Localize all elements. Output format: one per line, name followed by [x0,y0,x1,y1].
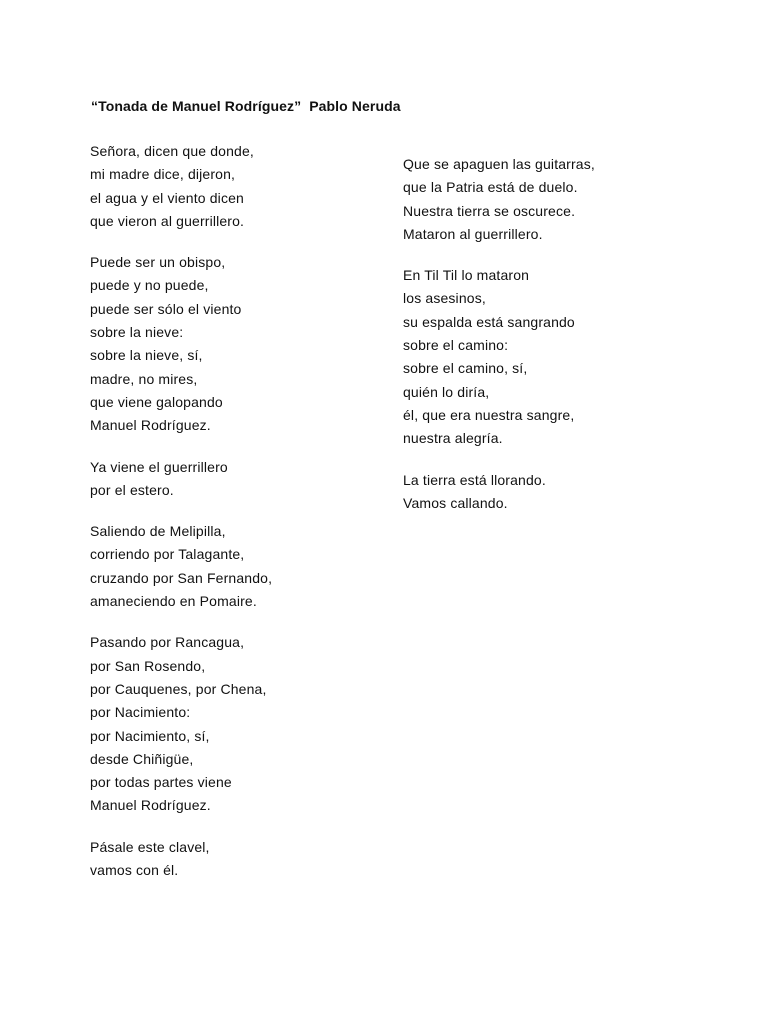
poem-line: En Til Til lo mataron [403,267,530,284]
poem-line: Pasando por Rancagua, [90,634,245,651]
poem-line: el agua y el viento dicen [90,189,244,206]
poem-line: sobre el camino, sí, [403,360,528,377]
poem-line: madre, no mires, [90,370,198,387]
stanza [403,264,733,450]
poem-line: sobre la nieve, sí, [90,347,203,364]
poem-line: amaneciendo en Pomaire. [90,593,257,610]
poem-line: corriendo por Talagante, [90,546,245,563]
stanza [90,456,420,503]
poem-line: Mataron al guerrillero. [403,225,543,242]
poem-line: La tierra está llorando. [403,471,546,488]
poem-line: sobre el camino: [403,337,509,354]
poem-line: por el estero. [90,481,174,498]
poem-line: Manuel Rodríguez. [90,797,211,814]
stanza [90,631,420,817]
poem-line: Manuel Rodríguez. [90,417,211,434]
poem-line: por todas partes viene [90,774,232,791]
stanza [90,140,420,233]
stanza [90,520,420,613]
poem-line: nuestra alegría. [403,430,503,447]
poem-line: Que se apaguen las guitarras, [403,156,595,172]
poem-line: por San Rosendo, [90,657,206,674]
poem-line: Pásale este clavel, [90,838,210,855]
poem-line: Señora, dicen que donde, [90,143,254,159]
poem-line: Vamos callando. [403,494,508,511]
poem-line: vamos con él. [90,862,179,879]
poem-line: mi madre dice, dijeron, [90,166,236,183]
poem-line: desde Chiñigüe, [90,750,194,767]
poem-line: cruzando por San Fernando, [90,569,273,586]
stanza [90,251,420,437]
poem-line: Saliendo de Melipilla, [90,523,226,540]
poem-line: que vieron al guerrillero. [90,212,245,229]
stanza [90,836,420,883]
poem-line: los asesinos, [403,290,486,307]
poem-title: “Tonada de Manuel Rodríguez” Pablo Neruda [91,98,401,114]
poem-line: Nuestra tierra se oscurece. [403,202,576,219]
poem-right-column [403,153,733,533]
poem-line: por Cauquenes, por Chena, [90,680,267,697]
poem-line: puede ser sólo el viento [90,300,242,317]
poem-line: su espalda está sangrando [403,313,575,330]
poem-line: que viene galopando [90,393,223,410]
poem-line: por Nacimiento: [90,704,191,721]
poem-line: sobre la nieve: [90,324,184,341]
poem-line: él, que era nuestra sangre, [403,406,575,423]
stanza [403,153,733,246]
poem-line: Ya viene el guerrillero [90,458,228,475]
stanza [403,469,733,516]
poem-line: por Nacimiento, sí, [90,727,210,744]
poem-left-column [90,140,420,900]
poem-line: Puede ser un obispo, [90,254,226,271]
poem-line: que la Patria está de duelo. [403,179,578,196]
poem-line: puede y no puede, [90,277,209,294]
poem-line: quién lo diría, [403,383,490,400]
